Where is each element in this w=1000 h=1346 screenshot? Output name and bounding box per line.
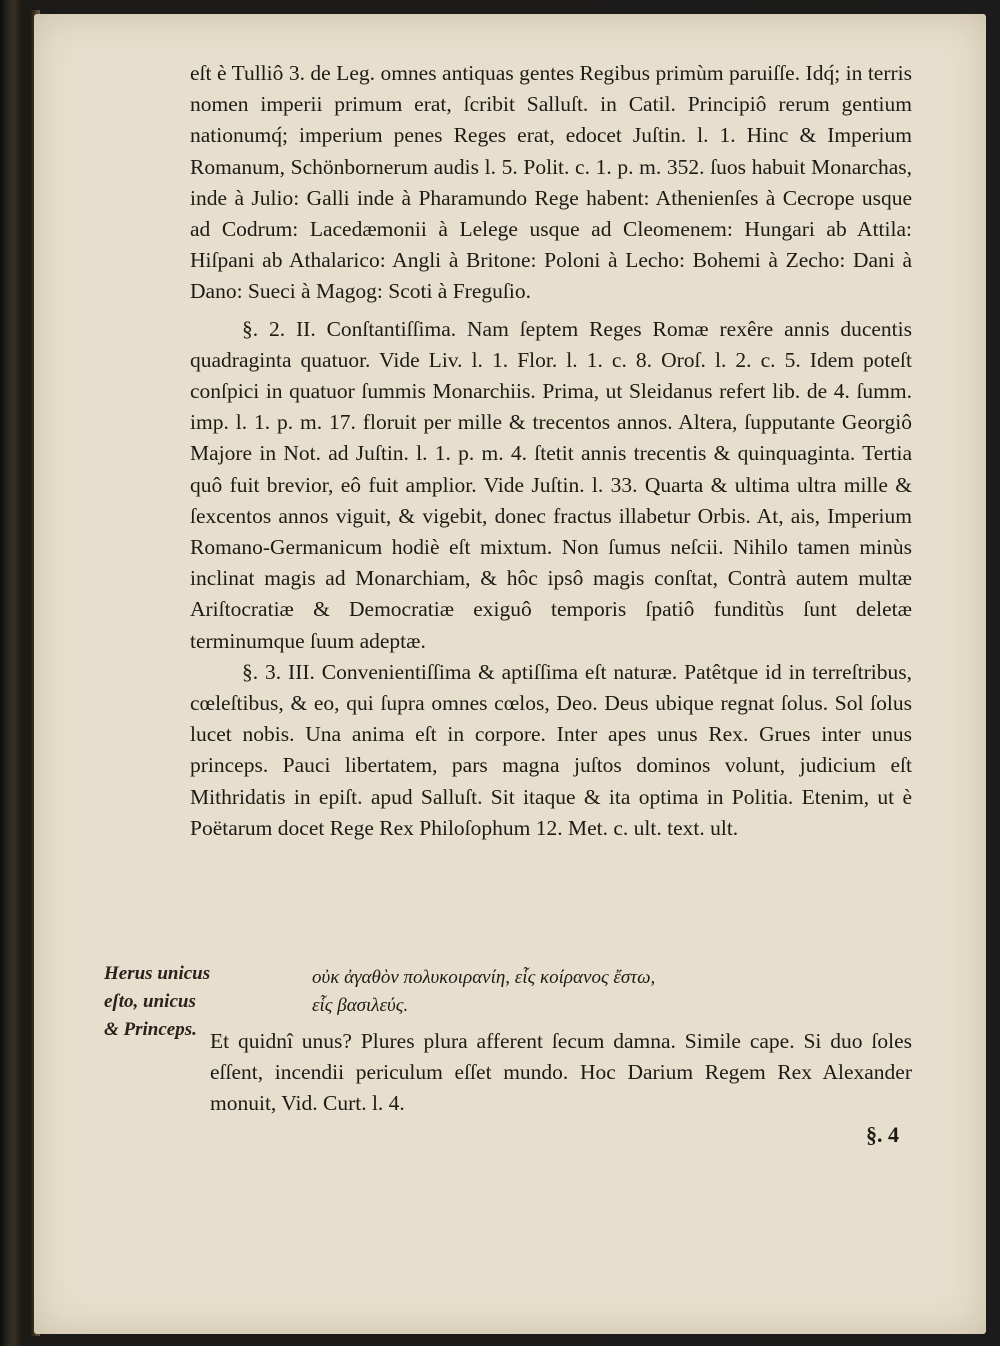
greek-quotation bbox=[312, 964, 932, 1020]
closing-paragraph bbox=[210, 1026, 912, 1120]
greek-line-1: οὐκ ἀγαθὸν πολυκοιρανίη, εἷς κοίρανος ἔστω, bbox=[312, 967, 656, 988]
paragraph-2: §. 2. II. Conſtantiſſima. Nam ſeptem Reges Romæ rexêre annis ducentis quadraginta quatuor. Vide Liv. l. 1. Flor. l. 1. c. 8. Oroſ. l. 2. c. 5. Idem poteſt conſpici in quatuor ſummis Monarchiis. Prima, ut Sleidanus refert lib. de 4. ſumm. imp. l. 1. p. m. 17. floruit per mille & trecentos annos. Altera, ſupputante Georgiô Majore in Not. ad Juſtin. l. 1. p. m. 4. ſtetit annis trecentis & quinquaginta. Tertia quô fuit brevior, eô fuit amplior. Vide Juſtin. l. 33. Quarta & ultima ultra mille & ſexcentos annos viguit, & vigebit, donec fractus illabetur Orbis. At, ais, Imperium Romano-Germanicum hodiè eſt mixtum. Non ſumus neſcii. Nihilo tamen minùs inclinat magis ad Monarchiam, & hôc ipsô magis conſtat, Contrà autem multæ Ariſtocratiæ & Democratiæ exiguô temporis ſpatiô funditùs ſunt deletæ terminumque ſuum adeptæ. bbox=[190, 316, 912, 653]
paragraph-1: eſt è Tulliô 3. de Leg. omnes antiquas gentes Regibus primùm paruiſſe. Idq́; in terris nomen imperii primum erat, ſcribit Salluſt. in Catil. Principiô rerum gentium nationumq́; imperium penes Reges erat, edocet Juſtin. l. 1. Hinc & Imperium Romanum, Schönbornerum audis l. 5. Polit. c. 1. p. m. 352. ſuos habuit Monarchas, inde à Julio: Galli inde à Pharamundo Rege habent: Athenienſes à Cecrope usque ad Codrum: Lacedæmonii à Lelege usque ad Cleomenem: Hungari ab Attila: Hiſpani ab Athalarico: Angli à Britone: Poloni à Lecho: Bohemi à Zecho: Dani à Dano: Sueci à Magog: Scoti à Freguſio. bbox=[190, 61, 912, 304]
catchword: §. 4 bbox=[866, 1122, 899, 1147]
paragraph-4: Et quidnî unus? Plures plura afferent ſecum damna. Simile cape. Si duo ſoles eſſent, incendii periculum eſſet mundo. Hoc Darium Regem Rex Alexander monuit, Vid. Curt. l. 4. bbox=[210, 1029, 912, 1116]
greek-line-2: εἷς βασιλεύς. bbox=[312, 995, 409, 1016]
main-text-block bbox=[190, 58, 912, 844]
paragraph-3: §. 3. III. Convenientiſſima & aptiſſima eſt naturæ. Patêtque id in terreſtribus, cœleſtibus, & eo, qui ſupra omnes cœlos, Deo. Deus ubique regnat ſolus. Sol ſolus lucet nobis. Una anima eſt in corpore. Inter apes unus Rex. Grues inter unus princeps. Pauci libertatem, pars magna juſtos dominos volunt, judicium eſt Mithridatis in epiſt. apud Salluſt. Sit itaque & ita optima in Politia. Etenim, ut è Poëtarum docet Rege Rex Philoſophum 12. Met. c. ult. text. ult. bbox=[190, 659, 912, 840]
marginal-note: Herus unicus eſto, unicus & Princeps. bbox=[104, 963, 211, 1040]
